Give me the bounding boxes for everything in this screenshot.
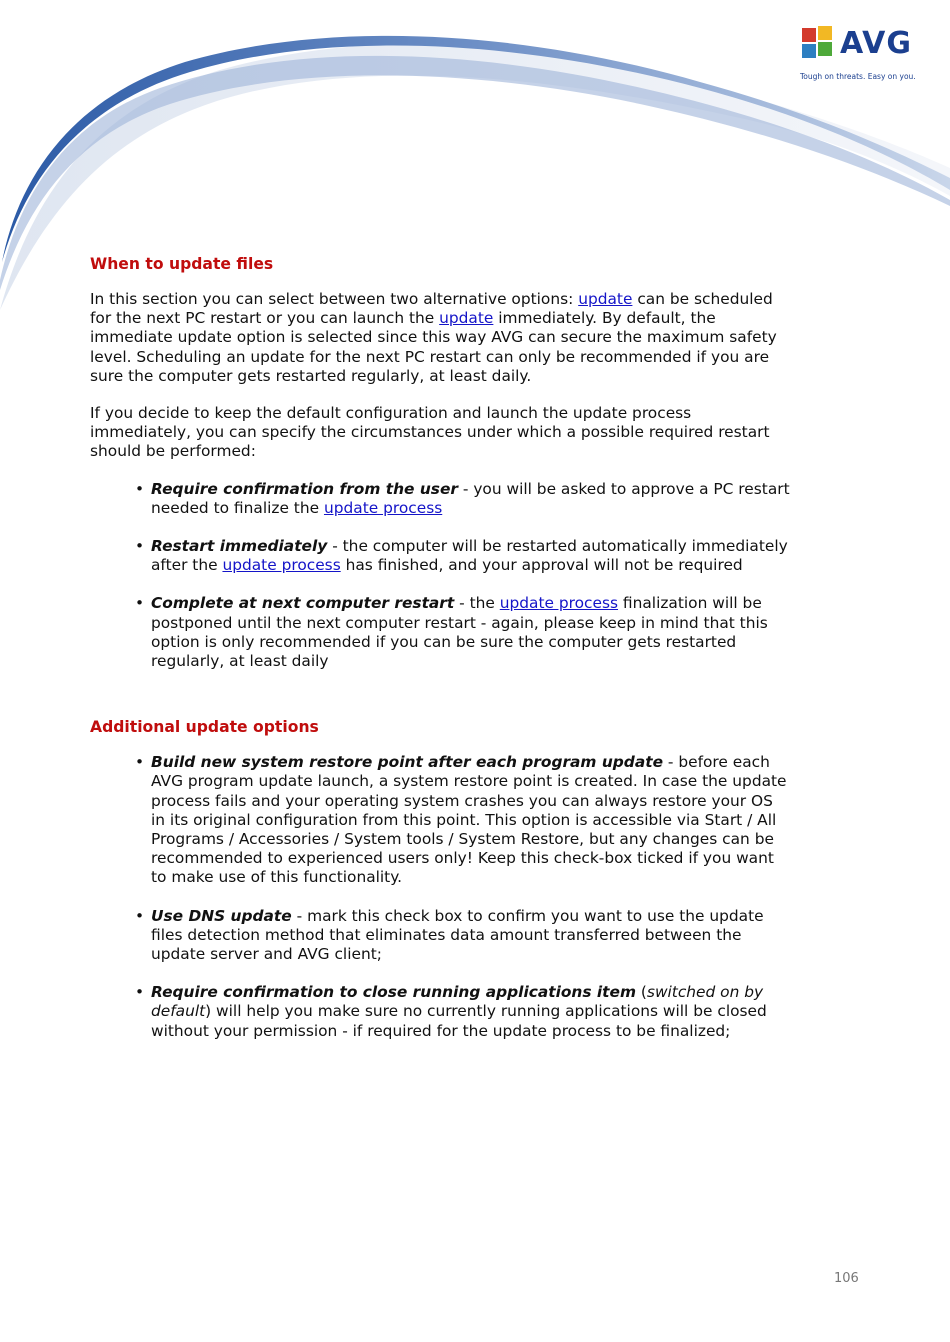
list-item: • Restart immediately - the computer will be restarted automatically immediately after the update process has finished, and your approval will not be required <box>135 537 788 575</box>
list-item: • Use DNS update - mark this check box to confirm you want to use the update files detection method that eliminates data amount transferred between the update server and AVG client; <box>135 906 764 964</box>
logo-tagline: Tough on threats. Easy on you. <box>800 72 916 81</box>
restart-paragraph: If you decide to keep the default configuration and launch the update process immediately, you can specify the circumstances under which a possible required restart should be performed: <box>90 404 770 461</box>
list-item: • Build new system restore point after each program update - before each AVG program update launch, a system restore point is created. In case the update process fails and your operating system crashes you can always restore your OS in its original configuration from this point. This option is accessible via Start / All Programs / Accessories / System tools / System Restore, but any changes can be recommended to experienced users only! Keep this check-box ticked if you want to make use of this functionality. <box>135 753 787 887</box>
bullet-icon: • <box>135 753 145 772</box>
bullet-icon: • <box>135 594 145 613</box>
list-item: • Require confirmation to close running applications item (switched on by default) will help you make sure no currently running applications will be closed without your permission - if required for the update process to be finalized; <box>135 983 767 1040</box>
avg-logo-icon <box>800 24 836 60</box>
heading-when-to-update: When to update files <box>90 255 274 273</box>
main-content <box>90 254 790 1041</box>
intro-paragraph: In this section you can select between two alternative options: update can be scheduled for the next PC restart or you can launch the update immediately. By default, the immediate update option is selected since this way AVG can secure the maximum safety level. Scheduling an update for the next PC restart can only be recommended if you are sure the computer gets restarted regularly, at least daily. <box>90 290 777 385</box>
page-number: 106 <box>834 1271 859 1286</box>
restart-options-list <box>90 480 790 672</box>
update-link[interactable]: update <box>578 290 633 308</box>
update-process-link[interactable]: update process <box>222 556 341 575</box>
list-item: • Complete at next computer restart - the update process finalization will be postponed until the next computer restart - again, please keep in mind that this option is only recommended if you can be sure the computer gets restarted regularly, at least daily <box>135 594 768 671</box>
heading-additional-options: Additional update options <box>90 718 319 737</box>
update-process-link[interactable]: update process <box>323 498 443 517</box>
update-process-link[interactable]: update process <box>499 594 619 613</box>
list-item: • Require confirmation from the user - you will be asked to approve a PC restart needed to finalize the update process <box>135 479 790 517</box>
bullet-icon: • <box>135 983 145 1002</box>
update-link[interactable]: update <box>439 309 494 328</box>
bullet-icon: • <box>135 479 145 498</box>
additional-options-list <box>90 753 790 1041</box>
avg-logo <box>800 22 916 84</box>
logo-wordmark: AVG <box>840 26 913 61</box>
bullet-icon: • <box>135 537 145 556</box>
bullet-icon: • <box>135 906 145 925</box>
